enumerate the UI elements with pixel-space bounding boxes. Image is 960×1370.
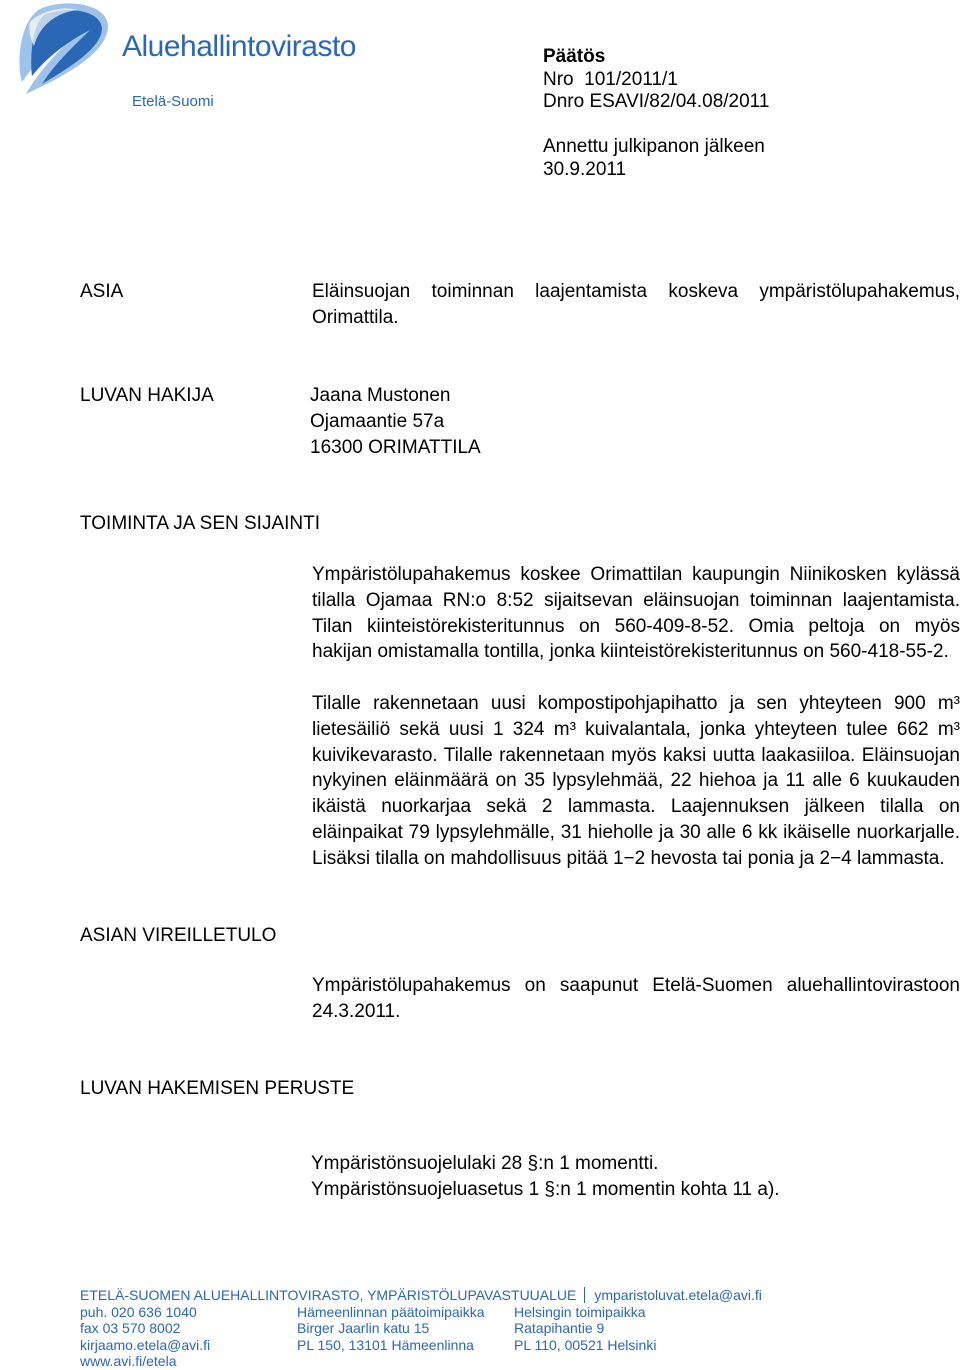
section-text-toiminta: [312, 562, 960, 872]
footer-org-line: [80, 1287, 960, 1304]
aluehallintovirasto-logo-icon: [12, 2, 112, 98]
footer-fax: fax 03 570 8002: [80, 1320, 181, 1336]
section-text-asia: [312, 279, 960, 331]
section-title-toiminta: TOIMINTA JA SEN SIJAINTI: [80, 513, 321, 534]
footer-phone: puh. 020 636 1040: [80, 1303, 197, 1320]
section-text-vireilletulo: [312, 973, 960, 1025]
applicant-address: [310, 383, 958, 460]
toiminta-paragraph-2: Tilalle rakennetaan uusi kompostipohjapihatto ja sen yhteyteen 900 m³ lietesäiliö sekä uusi 1 324 m³ kuivalantala, jonka yhteyteen tulee 662 m³ kuivikevarasto. Tilalle rakennetaan myös kaksi uutta laakasiiloa. Eläinsuojan nykyinen eläinmäärä on 35 lypsylehmää, 22 hiehoa ja 11 alle 6 kuukauden ikäistä nuorkarjaa sekä 2 lammasta. Laajennuksen jälkeen tilalla on eläinpaikat 79 lypsylehmälle, 31 hieholle ja 30 alle 6 kk ikäiselle nuorkarjalle. Lisäksi tilalla on mahdollisuus pitää 1−2 hevosta tai ponia ja 2−4 lammasta.: [312, 692, 960, 869]
section-title-vireilletulo: ASIAN VIREILLETULO: [80, 925, 277, 946]
footer-hml-street: Birger Jaarlin katu 15: [297, 1320, 430, 1336]
footer-columns: [80, 1304, 960, 1370]
footer-email[interactable]: kirjaamo.etela@avi.fi: [80, 1336, 211, 1353]
footer-hameenlinna-column: [297, 1304, 485, 1354]
decision-header: [543, 46, 769, 181]
footer-helsinki-column: [514, 1304, 656, 1354]
toiminta-paragraph-1: Ympäristölupahakemus koskee Orimattilan kaupungin Niinikosken kylässä tilalla Ojamaa RN:o 8:52 sijaitsevan eläinsuojan toiminnan laajentamista. Tilan kiinteistörekisteritunnus on 560-409-8-52. Omia peltoja on myös hakijan omistamalla tontilla, jonka kiinteistörekisteritunnus on 560-418-55-2.: [312, 564, 960, 663]
applicant-street: Ojamaantie 57a: [310, 410, 445, 432]
footer-contact-column: [80, 1304, 210, 1370]
footer-email-main[interactable]: ymparistoluvat.etela@avi.fi: [594, 1287, 762, 1303]
peruste-line-2: Ympäristönsuojeluasetus 1 §:n 1 momentin kohta 11 a).: [311, 1178, 780, 1200]
footer-org-name: ETELÄ-SUOMEN ALUEHALLINTOVIRASTO, YMPÄRISTÖLUPAVASTUUALUE: [80, 1287, 577, 1303]
org-name: Aluehallintovirasto: [122, 30, 356, 63]
applicant-city: 16300 ORIMATTILA: [310, 436, 481, 458]
footer-hki-street: Ratapihantie 9: [514, 1320, 605, 1336]
footer-hml-postal: PL 150, 13101 Hämeenlinna: [297, 1336, 474, 1353]
vireilletulo-text: Ympäristölupahakemus on saapunut Etelä-Suomen aluehallintovirastoon 24.3.2011.: [312, 975, 960, 1022]
peruste-line-1: Ympäristönsuojelulaki 28 §:n 1 momentti.: [311, 1153, 659, 1174]
section-title-peruste: LUVAN HAKEMISEN PERUSTE: [80, 1078, 355, 1099]
decision-number: Nro 101/2011/1: [543, 68, 678, 90]
footer-website[interactable]: www.avi.fi/etela: [80, 1353, 177, 1369]
doc-type: Päätös: [543, 46, 606, 67]
footer-hml-title: Hämeenlinnan päätoimipaikka: [297, 1303, 485, 1320]
region-name: Etelä-Suomi: [132, 93, 214, 110]
issued-date: 30.9.2011: [543, 158, 627, 180]
footer-separator: [584, 1287, 585, 1303]
issued-label: Annettu julkipanon jälkeen: [543, 136, 765, 157]
page-footer: [80, 1287, 960, 1370]
section-text-peruste: [311, 1151, 959, 1203]
footer-hki-postal: PL 110, 00521 Helsinki: [514, 1336, 657, 1353]
section-title-asia: ASIA: [80, 281, 124, 302]
asia-text: Eläinsuojan toiminnan laajentamista koskeva ympäristölupahakemus, Orimattila.: [312, 281, 960, 328]
section-title-hakija: LUVAN HAKIJA: [80, 385, 214, 406]
applicant-name: Jaana Mustonen: [310, 385, 451, 406]
footer-hki-title: Helsingin toimipaikka: [514, 1303, 646, 1320]
dnro: Dnro ESAVI/82/04.08/2011: [543, 91, 770, 112]
